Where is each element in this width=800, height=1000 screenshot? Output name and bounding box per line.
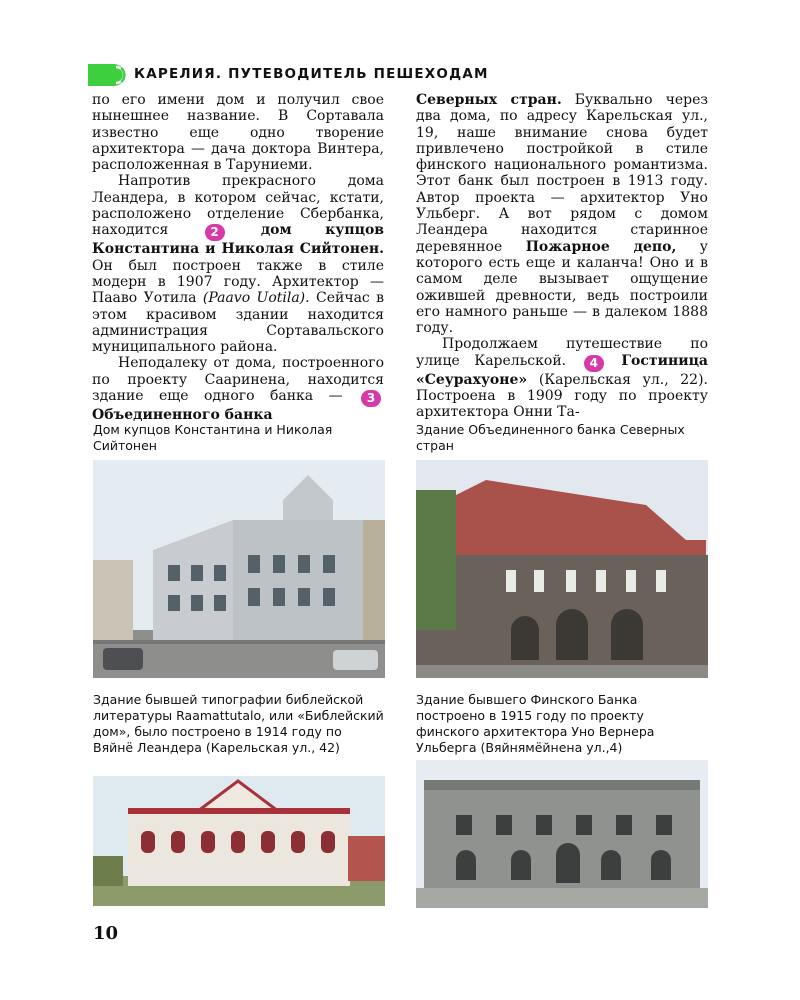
caption-united-bank: Здание Объединенного банка Северных стран: [416, 422, 685, 453]
photo-united-bank: [416, 460, 708, 678]
right-text-column: [416, 92, 708, 421]
running-header: [88, 62, 718, 88]
location-badge-4: 4: [584, 355, 604, 372]
photo-siitonen-house: [93, 460, 385, 678]
left-text-column: [92, 92, 384, 423]
location-badge-2: 2: [205, 224, 225, 241]
chapter-tab-icon: [88, 64, 128, 86]
hotel-name: Гостиница «Сеурахуоне»: [416, 352, 709, 388]
left-paragraph-3: Неподалеку от дома, построенного по проекту Сааринена, находится здание еще одного банка — 3 Объединенного банка: [92, 355, 384, 424]
caption-finnish-bank: Здание бывшего Финского Банка построено в 1915 году по проекту финского архитектора Уно Вернера Ульберга (Вяйнямёйнена ул.,4): [416, 692, 655, 755]
right-paragraph-2: Продолжаем путешествие по улице Карельской. 4 Гостиница «Сеурахуоне» (Карельская ул., 22). Построена в 1909 году по проекту архитектора Онни Та-: [416, 336, 709, 421]
left-paragraph-1: по его имени дом и получил свое нынешнее название. В Сортавала известно еще одно творение архитектора — дача доктора Винтера, расположенная в Таруниеми.: [92, 92, 384, 174]
photo-finnish-bank: [416, 760, 708, 908]
header-title: КАРЕЛИЯ. ПУТЕВОДИТЕЛЬ ПЕШЕХОДАМ: [134, 66, 489, 82]
photo-bible-house: [93, 776, 385, 906]
siitonen-house-name: дом купцов Константина и Николая Сийтонен.: [92, 222, 385, 258]
fire-depot-name: Пожарное депо,: [525, 238, 677, 255]
right-paragraph-1: Северных стран. Буквально через два дома, по адресу Карельская ул., 19, наше внимание снова будет привлечено постройкой в стиле финского национального романтизма. Этот банк был построен в 1913 году. Автор проекта — архитектор Уно Ульберг. А вот рядом с домом Леандера находится старинное деревянное Пожарное депо, у которого есть еще и каланча! Оно и в самом деле вызывает ощущение ожившей древности, ведь построили его намного раньше — в далеком 1888 году.: [416, 92, 709, 337]
caption-siitonen-house: Дом купцов Константина и Николая Сийтонен: [93, 422, 333, 453]
united-bank-name: Объединенного банка: [92, 407, 273, 424]
caption-bible-house: Здание бывшей типографии библейской литературы Raamattutalo, или «Библейский дом», было построено в 1914 году по Вяйнё Леандера (Карельская ул., 42): [93, 692, 384, 755]
page-number: 10: [93, 923, 119, 944]
left-paragraph-2: Напротив прекрасного дома Леандера, в котором сейчас, кстати, расположено отделение Сбербанка, находится 2 дом купцов Константина и Николая Сийтонен. Он был построен также в стиле модерн в 1907 году. Архитектор — Пааво Уотила (Paavo Uotila). Сейчас в этом красивом здании находится администрация Сортавальского муниципального района.: [92, 173, 385, 356]
location-badge-3: 3: [361, 390, 381, 407]
